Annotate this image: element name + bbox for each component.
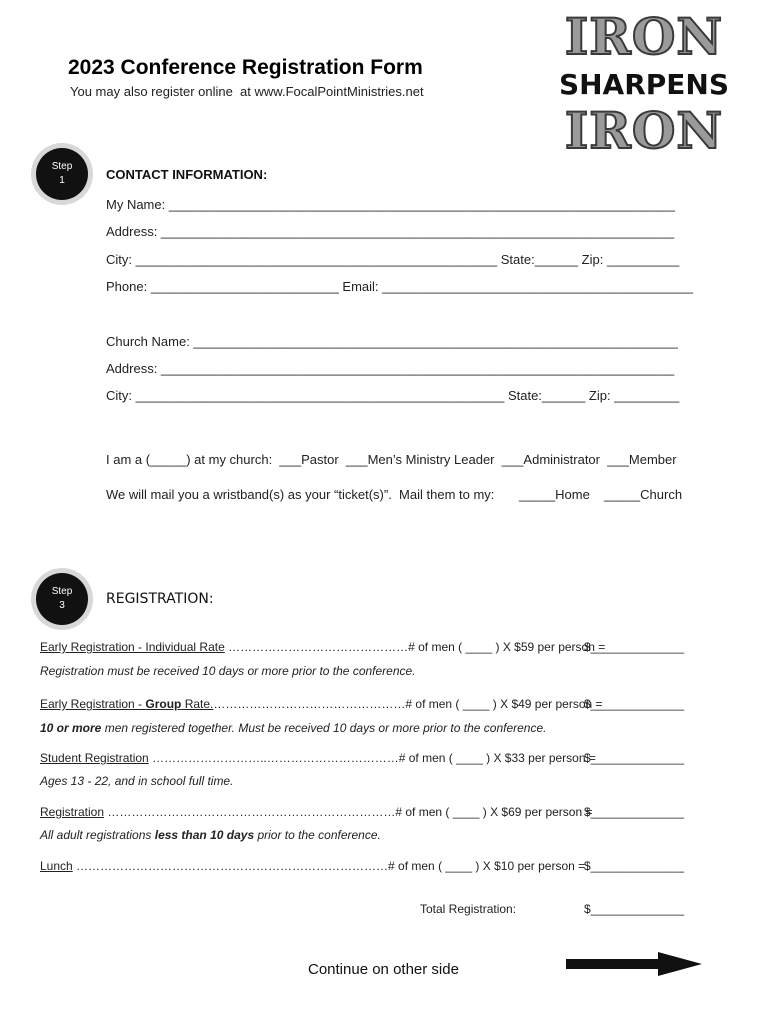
early-group-label-a: Early Registration - <box>40 697 146 711</box>
lunch-row[interactable] <box>40 859 585 873</box>
standard-note-a: All adult registrations <box>40 828 155 842</box>
step-1-badge <box>36 148 88 200</box>
student-registration-calc: ………………………..……………………………# of men ( ____ ) X $33 per person = <box>148 751 596 765</box>
early-group-calc: …………………………………………# of men ( ____ ) X $49 per person = <box>213 697 603 711</box>
phone-email-field[interactable]: Phone: __________________________ Email: ___________________________________________ <box>106 279 694 294</box>
wristband-mail-question: We will mail you a wristband(s) as your “ticket(s)”. Mail them to my: <box>106 487 495 502</box>
standard-registration-note <box>40 828 381 842</box>
city-state-zip-field[interactable]: City: __________________________________________________ State:______ Zip: __________ <box>106 252 680 267</box>
student-registration-note: Ages 13 - 22, and in school full time. <box>40 774 234 788</box>
standard-registration-row[interactable] <box>40 805 593 819</box>
standard-note-bold: less than 10 days <box>154 828 255 842</box>
my-name-field[interactable]: My Name: ______________________________________________________________________ <box>106 197 675 212</box>
early-group-label-c: Rate. <box>181 697 214 711</box>
church-name-field[interactable]: Church Name: ___________________________________________________________________ <box>106 334 678 349</box>
early-group-note <box>40 721 546 735</box>
continue-on-other-side: Continue on other side <box>308 961 459 978</box>
standard-registration-label: Registration <box>40 805 105 819</box>
total-registration-amount[interactable]: $______________ <box>584 902 685 916</box>
standard-note-c: prior to the conference. <box>254 828 381 842</box>
step-1-word: Step <box>51 161 73 172</box>
lunch-amount[interactable]: $______________ <box>584 859 685 873</box>
mail-church-option[interactable]: _____Church <box>604 487 683 502</box>
logo-word-iron-top: IRON <box>564 7 724 66</box>
early-individual-amount[interactable]: $______________ <box>584 640 685 654</box>
step-3-number: 3 <box>59 600 65 611</box>
early-group-row[interactable] <box>40 697 603 711</box>
early-individual-label: Early Registration - Individual Rate <box>40 640 225 654</box>
standard-registration-amount[interactable]: $______________ <box>584 805 685 819</box>
logo-word-sharpens: SHARPENS <box>558 68 730 101</box>
arrow-right-icon <box>566 951 706 977</box>
student-registration-row[interactable] <box>40 751 596 765</box>
early-individual-calc: ………………………………………# of men ( ____ ) X $59 per person = <box>224 640 606 654</box>
form-title: 2023 Conference Registration Form <box>68 56 423 79</box>
church-city-state-zip-field[interactable]: City: ___________________________________________________ State:______ Zip: _________ <box>106 388 680 403</box>
step-1-number: 1 <box>59 175 65 186</box>
online-registration-note: You may also register online at www.FocalPointMinistries.net <box>70 84 424 99</box>
church-address-field[interactable]: Address: _______________________________________________________________________ <box>106 361 675 376</box>
early-individual-row[interactable] <box>40 640 605 654</box>
early-group-label-b: Group <box>145 697 182 711</box>
student-registration-amount[interactable]: $______________ <box>584 751 685 765</box>
church-role-options[interactable]: I am a (_____) at my church: ___Pastor ___Men’s Ministry Leader ___Administrator ___Member <box>106 452 677 467</box>
total-registration-label: Total Registration: <box>420 902 517 916</box>
early-group-amount[interactable]: $______________ <box>584 697 685 711</box>
early-group-note-bold: 10 or more <box>40 721 102 735</box>
iron-sharpens-iron-logo <box>556 7 732 160</box>
lunch-calc: ……………………………………………………………………# of men ( ____ ) X $10 per person = <box>72 859 586 873</box>
contact-information-heading: CONTACT INFORMATION: <box>106 167 268 182</box>
lunch-label: Lunch <box>40 859 73 873</box>
logo-word-iron-bottom: IRON <box>564 101 724 160</box>
student-registration-label: Student Registration <box>40 751 149 765</box>
step-3-badge <box>36 573 88 625</box>
early-individual-note: Registration must be received 10 days or more prior to the conference. <box>40 664 416 678</box>
address-field[interactable]: Address: _______________________________________________________________________ <box>106 224 675 239</box>
standard-registration-calc: ………………………………………………………………# of men ( ____ ) X $69 per person = <box>104 805 593 819</box>
early-group-note-rest: men registered together. Must be received 10 days or more prior to the conference. <box>101 721 547 735</box>
step-3-word: Step <box>51 586 73 597</box>
mail-home-option[interactable]: _____Home <box>519 487 590 502</box>
registration-heading: REGISTRATION: <box>106 591 214 607</box>
